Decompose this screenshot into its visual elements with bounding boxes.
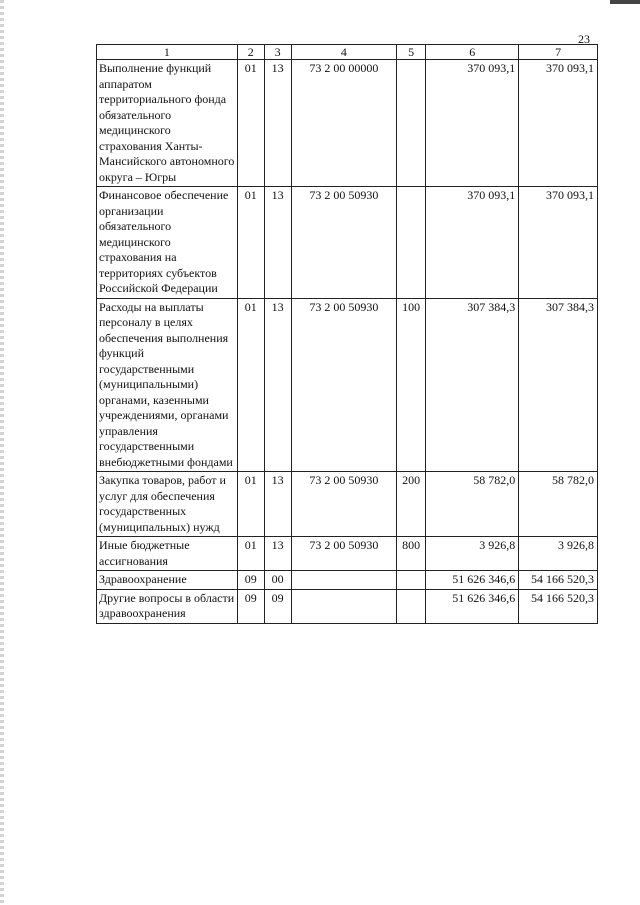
table-row <box>97 537 598 571</box>
scan-corner-mark <box>610 0 640 4</box>
row-subsection: 13 <box>264 537 291 571</box>
scan-edge <box>0 0 4 905</box>
column-header: 3 <box>264 45 291 60</box>
column-header: 2 <box>237 45 264 60</box>
row-sum-1: 58 782,0 <box>426 472 519 537</box>
row-sum-1: 370 093,1 <box>426 187 519 299</box>
row-target-code: 73 2 00 50930 <box>291 537 397 571</box>
column-header: 6 <box>426 45 519 60</box>
row-name: Финансовое обеспечение организации обязательного медицинского страхования на территориях субъектов Российской Федерации <box>97 187 238 299</box>
row-subsection: 13 <box>264 60 291 187</box>
row-section: 01 <box>237 60 264 187</box>
row-sum-2: 307 384,3 <box>519 298 598 472</box>
row-sum-1: 51 626 346,6 <box>426 589 519 623</box>
row-expense-type: 200 <box>397 472 426 537</box>
row-section: 01 <box>237 537 264 571</box>
row-section: 01 <box>237 298 264 472</box>
row-target-code: 73 2 00 00000 <box>291 60 397 187</box>
row-name: Выполнение функций аппаратом территориального фонда обязательного медицинского страхования Ханты-Мансийского автономного округа – Югры <box>97 60 238 187</box>
row-sum-2: 370 093,1 <box>519 60 598 187</box>
row-sum-2: 370 093,1 <box>519 187 598 299</box>
table-row <box>97 187 598 299</box>
row-expense-type <box>397 187 426 299</box>
row-expense-type: 100 <box>397 298 426 472</box>
row-subsection: 13 <box>264 298 291 472</box>
table-row <box>97 472 598 537</box>
row-expense-type <box>397 60 426 187</box>
column-header: 5 <box>397 45 426 60</box>
column-header: 7 <box>519 45 598 60</box>
row-name: Закупка товаров, работ и услуг для обеспечения государственных (муниципальных) нужд <box>97 472 238 537</box>
row-expense-type: 800 <box>397 537 426 571</box>
row-target-code <box>291 589 397 623</box>
row-sum-1: 51 626 346,6 <box>426 571 519 590</box>
row-subsection: 13 <box>264 187 291 299</box>
row-expense-type <box>397 589 426 623</box>
row-target-code: 73 2 00 50930 <box>291 298 397 472</box>
row-sum-2: 54 166 520,3 <box>519 571 598 590</box>
budget-table <box>96 44 598 624</box>
column-header: 1 <box>97 45 238 60</box>
row-subsection: 13 <box>264 472 291 537</box>
row-sum-2: 54 166 520,3 <box>519 589 598 623</box>
table-row <box>97 298 598 472</box>
row-section: 01 <box>237 472 264 537</box>
row-name: Иные бюджетные ассигнования <box>97 537 238 571</box>
row-name: Расходы на выплаты персоналу в целях обеспечения выполнения функций государственными (муниципальными) органами, казенными учреждениями, органами управления государственными внебюджетными фондами <box>97 298 238 472</box>
row-name: Другие вопросы в области здравоохранения <box>97 589 238 623</box>
row-target-code: 73 2 00 50930 <box>291 472 397 537</box>
row-sum-2: 3 926,8 <box>519 537 598 571</box>
table-row <box>97 60 598 187</box>
row-sum-2: 58 782,0 <box>519 472 598 537</box>
row-section: 09 <box>237 571 264 590</box>
row-target-code: 73 2 00 50930 <box>291 187 397 299</box>
table-row <box>97 589 598 623</box>
row-subsection: 09 <box>264 589 291 623</box>
row-sum-1: 307 384,3 <box>426 298 519 472</box>
page-number: 23 <box>578 32 590 46</box>
row-sum-1: 3 926,8 <box>426 537 519 571</box>
table-header-row <box>97 45 598 60</box>
row-name: Здравоохранение <box>97 571 238 590</box>
row-section: 09 <box>237 589 264 623</box>
column-header: 4 <box>291 45 397 60</box>
row-target-code <box>291 571 397 590</box>
row-section: 01 <box>237 187 264 299</box>
table-row <box>97 571 598 590</box>
row-sum-1: 370 093,1 <box>426 60 519 187</box>
row-subsection: 00 <box>264 571 291 590</box>
row-expense-type <box>397 571 426 590</box>
